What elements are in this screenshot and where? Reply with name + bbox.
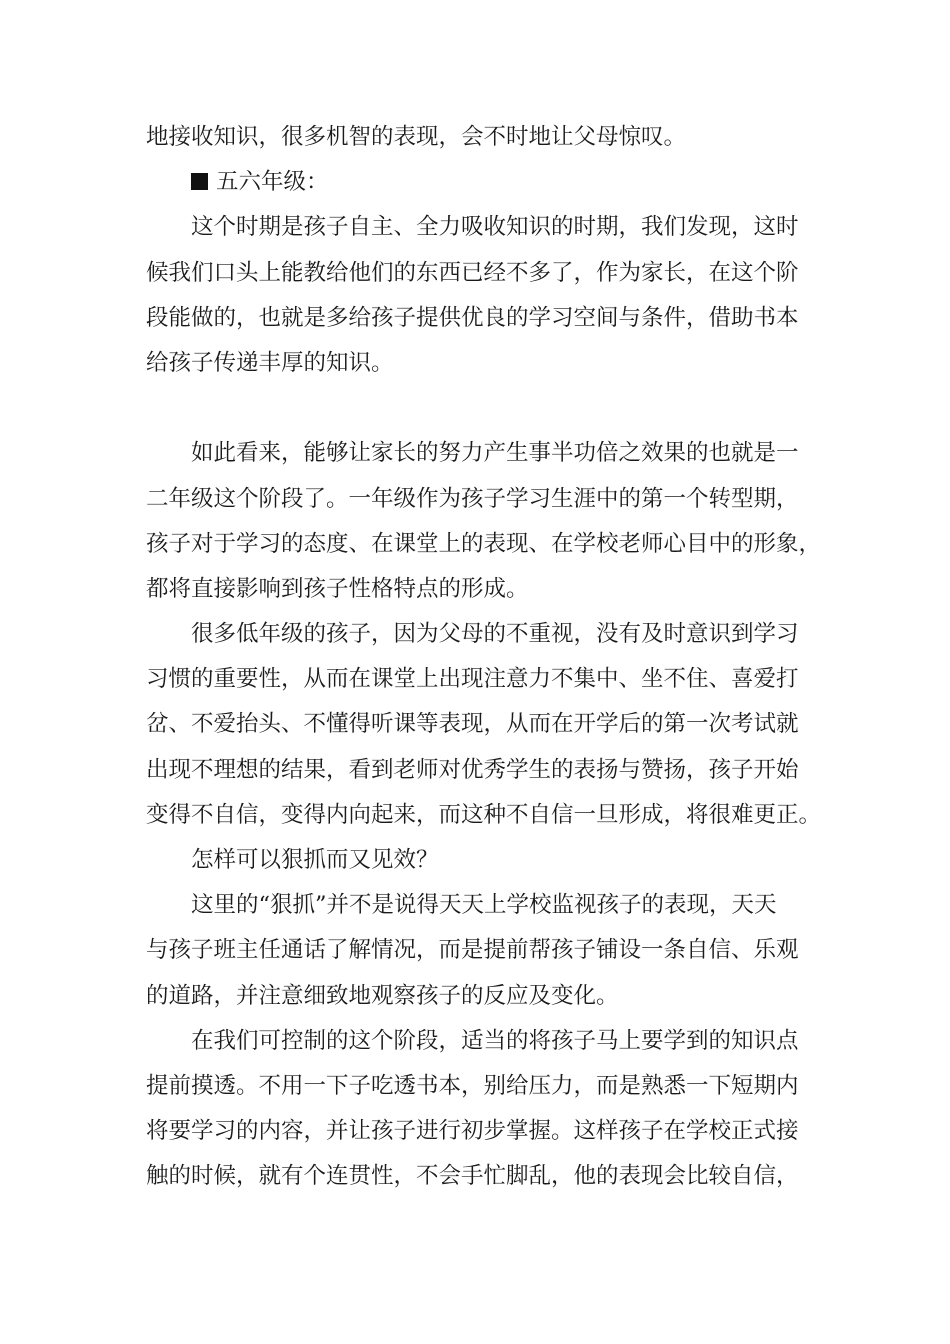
square-bullet-icon	[191, 173, 208, 190]
paragraph-3	[146, 612, 826, 838]
paragraph-1	[146, 205, 826, 386]
paragraph-line: 的道路，并注意细致地观察孩子的反应及变化。	[146, 982, 619, 1009]
paragraph-line: 都将直接影响到孩子性格特点的形成。	[146, 575, 529, 602]
paragraph-line: 与孩子班主任通话了解情况，而是提前帮孩子铺设一条自信、乐观	[146, 937, 799, 964]
paragraph-line: 给孩子传递丰厚的知识。	[146, 349, 394, 376]
paragraph-line: 孩子对于学习的态度、在课堂上的表现、在学校老师心目中的形象，	[146, 530, 822, 557]
paragraph-line: 出现不理想的结果，看到老师对优秀学生的表扬与赞扬，孩子开始	[146, 756, 799, 783]
paragraph-2	[146, 431, 826, 612]
paragraph-line: 习惯的重要性，从而在课堂上出现注意力不集中、坐不住、喜爱打	[146, 666, 799, 693]
continuation-line: 地接收知识，很多机智的表现，会不时地让父母惊叹。	[146, 124, 687, 150]
paragraph-line: 将要学习的内容，并让孩子进行初步掌握。这样孩子在学校正式接	[146, 1118, 799, 1145]
paragraph-line: 岔、不爱抬头、不懂得听课等表现，从而在开学后的第一次考试就	[146, 711, 799, 738]
paragraph-line: 这个时期是孩子自主、全力吸收知识的时期，我们发现，这时	[191, 214, 799, 241]
paragraph-line: 这里的“狠抓”并不是说得天天上学校监视孩子的表现，天天	[191, 892, 777, 919]
paragraph-line: 二年级这个阶段了。一年级作为孩子学习生涯中的第一个转型期，	[146, 485, 799, 512]
paragraph-line: 在我们可控制的这个阶段，适当的将孩子马上要学到的知识点	[191, 1027, 799, 1054]
paragraph-gap	[146, 386, 826, 431]
paragraph-5	[146, 1019, 826, 1200]
paragraph-line: 如此看来，能够让家长的努力产生事半功倍之效果的也就是一	[191, 440, 799, 467]
paragraph-line: 触的时候，就有个连贯性，不会手忙脚乱，他的表现会比较自信，	[146, 1163, 799, 1190]
paragraph-4	[146, 883, 826, 1019]
paragraph-line: 变得不自信，变得内向起来，而这种不自信一旦形成，将很难更正。	[146, 801, 822, 828]
paragraph-line: 候我们口头上能教给他们的东西已经不多了，作为家长，在这个阶	[146, 259, 799, 286]
paragraph-line: 段能做的，也就是多给孩子提供优良的学习空间与条件，借助书本	[146, 304, 799, 331]
question-line: 怎样可以狠抓而又见效？	[191, 847, 439, 873]
section-heading-text: 五六年级：	[216, 169, 329, 196]
section-heading	[146, 160, 826, 205]
paragraph-line: 很多低年级的孩子，因为父母的不重视，没有及时意识到学习	[191, 621, 799, 648]
paragraph-line: 提前摸透。不用一下子吃透书本，别给压力，而是熟悉一下短期内	[146, 1072, 799, 1099]
document-body	[146, 115, 826, 1200]
